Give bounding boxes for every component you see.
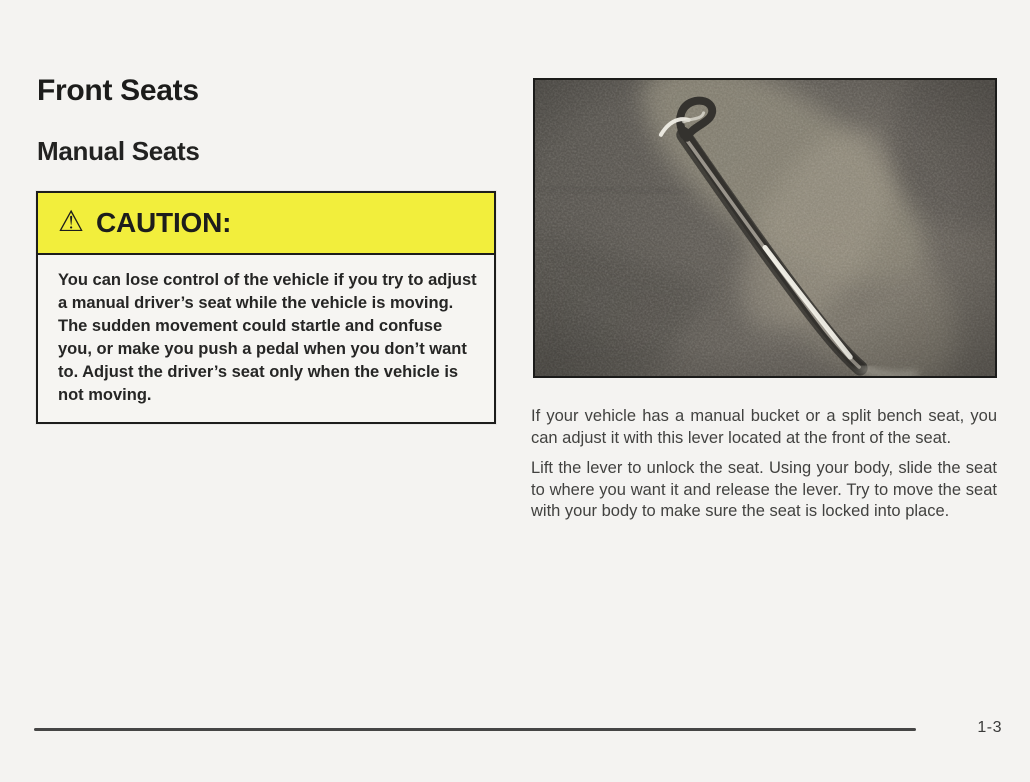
- seat-lever-illustration: [535, 80, 995, 376]
- section-heading: Manual Seats: [37, 136, 200, 166]
- caution-box: [36, 191, 496, 424]
- page-title: Front Seats: [37, 74, 199, 107]
- body-text-column: [531, 406, 997, 532]
- body-paragraph: Lift the lever to unlock the seat. Using your body, slide the seat to where you want it and release the lever. Try to move the seat with your body to make sure the seat is locked into place.: [531, 459, 997, 520]
- page-number: 1-3: [977, 719, 1002, 736]
- footer-rule: [34, 728, 916, 731]
- body-paragraph: If your vehicle has a manual bucket or a split bench seat, you can adjust it with this lever located at the front of the seat.: [531, 407, 997, 447]
- caution-label: CAUTION:: [96, 207, 232, 238]
- caution-body-text: You can lose control of the vehicle if you try to adjust a manual driver’s seat while the vehicle is moving. The sudden movement could startle and confuse you, or make you push a pedal when you don’t want to. Adjust the driver’s seat only when the vehicle is not moving.: [58, 271, 477, 404]
- seat-lever-photo: [533, 78, 997, 378]
- warning-triangle-icon: ⚠: [58, 203, 84, 238]
- caution-header: [38, 193, 494, 255]
